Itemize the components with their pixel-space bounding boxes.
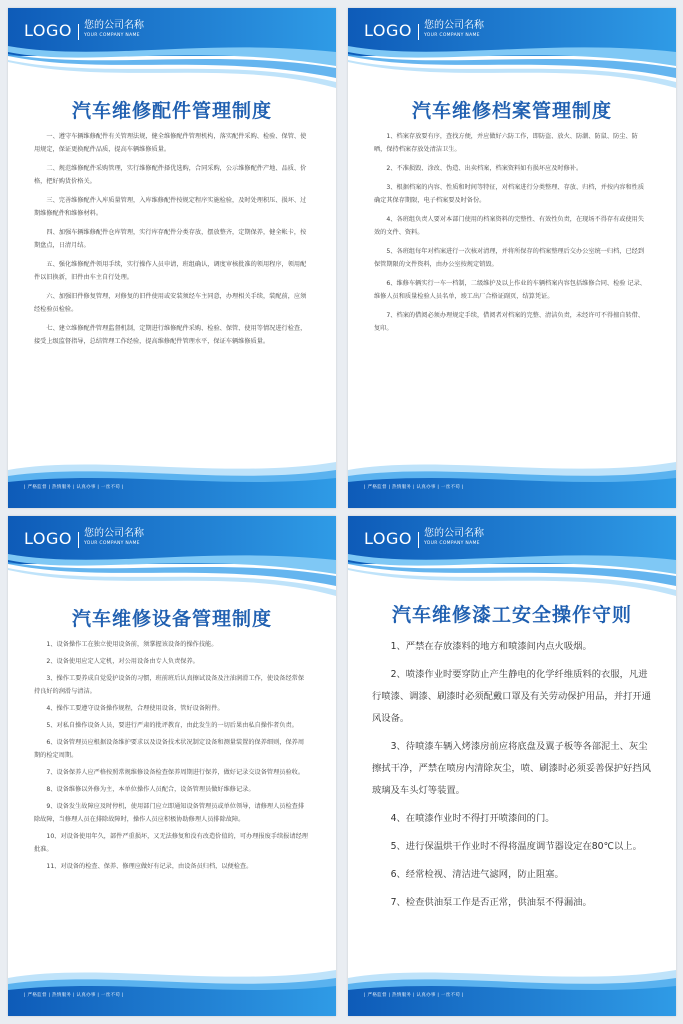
footer-slogan: | 严格监督 | 热情服务 | 认真办事 | 一丝不苟 | xyxy=(24,993,124,998)
rule-paragraph: 5、各班组每年对档案进行一次核对清理，并将所保存的档案整理后交办公室统一归档，已经到保管期限的文件资料，由办公室按规定销毁。 xyxy=(374,248,645,268)
poster-title: 汽车维修配件管理制度 xyxy=(71,100,272,122)
footer-slogan: | 严格监督 | 热情服务 | 认真办事 | 一丝不苟 | xyxy=(364,485,464,490)
logo-divider xyxy=(418,24,419,40)
rule-paragraph: 2、喷漆作业时要穿防止产生静电的化学纤维质料的衣服，凡进行喷漆、调漆、刷漆时必须配戴口罩及有关劳动保护用品，并打开通风设备。 xyxy=(372,669,651,724)
footer-wave xyxy=(348,964,676,1016)
poster-3 xyxy=(8,516,336,1016)
poster-title: 汽车维修档案管理制度 xyxy=(411,100,612,122)
company-name-en: YOUR COMPANY NAME xyxy=(84,541,140,546)
company-name: 您的公司名称 xyxy=(424,528,484,539)
rule-paragraph: 5、对私自操作设备人员，要进行严肃的批评教育，由此发生的一切后果由私自操作者负责。 xyxy=(46,722,298,729)
rule-paragraph: 6、设备管理员应根据设备维护要求以及设备技术状况制定设备和测量装置的保养细则，保养周期的检定周期。 xyxy=(34,739,305,759)
footer-wave xyxy=(348,456,676,508)
rule-paragraph: 2、不准损毁、涂改、伪造、出卖档案，档案资料如有损坏应及时修补。 xyxy=(386,165,583,172)
rule-paragraph: 7、设备保养人应严格按照常规维修设备检查保养周期进行保养，做好记录交设备管理员验收。 xyxy=(46,769,305,776)
rule-paragraph: 10、对设备使用年久，部件严重损坏，又无法修复和没有改造价值的，可办理报废手续报请经理批准。 xyxy=(34,833,308,853)
poster-title: 汽车维修设备管理制度 xyxy=(71,608,272,630)
rule-paragraph: 三、完善维修配件入库质量管理，入库维修配件按规定程序实施检验，及时处理积压、损坏、过期维修配件和维修材料。 xyxy=(34,197,307,217)
rule-paragraph: 七、建立维修配件管理监督机制，定期进行维修配件采购、检验、保管、使用等情况进行检查，接受上级监督指导，总结管理工作经验，提高维修配件管理水平，保证车辆维修质量。 xyxy=(34,325,307,345)
poster-body xyxy=(34,130,310,354)
poster-title: 汽车维修漆工安全操作守则 xyxy=(391,604,632,626)
rule-paragraph: 1、设备操作工在独立使用设备前，须掌握该设备的操作技能。 xyxy=(46,641,218,648)
rule-paragraph: 6、维修车辆实行一车一档制，二级维护及以上作业的车辆档案内容包括维修合同、检验 记录、维修人员和质量检验人员名单，竣工出厂合格证副页，结算凭证。 xyxy=(374,280,646,300)
company-name-en: YOUR COMPANY NAME xyxy=(424,541,480,546)
rule-paragraph: 一、遵守车辆维修配件有关管理法规，健全维修配件管理机构，落实配件采购、检验、保管、使用规定，保证更换配件品质，提高车辆维修质量。 xyxy=(34,133,307,153)
footer-wave xyxy=(8,456,336,508)
rule-paragraph: 4、各班组负责人要对本部门使用的档案资料的完整性、有效性负责，在现场不得存有或使用失效的文件、资料。 xyxy=(374,216,645,236)
logo-divider xyxy=(78,532,79,548)
footer-slogan: | 严格监督 | 热情服务 | 认真办事 | 一丝不苟 | xyxy=(24,485,124,490)
rule-paragraph: 五、强化维修配件领用手续，实行操作人员申请，班组确认，调度审核批准的领用程序，领用配件以旧换新，旧件由车主自行处理。 xyxy=(34,261,307,281)
rule-paragraph: 二、规范维修配件采购管理，实行维修配件择优选购，合同采购，公示维修配件产地、品质、价格，把好购货价格关。 xyxy=(34,165,307,185)
rule-paragraph: 六、加强旧件修复管理，对修复的旧件使用或安装须经车主同意，办理相关手续，装配前，应须经检验员检验。 xyxy=(34,293,307,313)
rule-paragraph: 6、经常检视、清洁进气滤网，防止阻塞。 xyxy=(390,869,564,880)
rule-paragraph: 11、对设备的检查、保养、修理应做好有记录，由设备员归档，以便检查。 xyxy=(46,863,253,870)
company-name: 您的公司名称 xyxy=(424,20,484,31)
poster-1 xyxy=(8,8,336,508)
rule-paragraph: 5、进行保温烘干作业时不得将温度调节器设定在80℃以上。 xyxy=(390,841,642,852)
poster-4 xyxy=(348,516,676,1016)
rule-paragraph: 9、设备发生故障应及时停机，使用部门应立即通知设备管理员或单位领导，请修理人员检查排除故障，当修理人员在排除故障时，操作人员应积极协助修理人员排除故障。 xyxy=(34,803,305,823)
rule-paragraph: 3、待喷漆车辆入烤漆房前应将底盘及翼子板等各部泥土、灰尘擦拭干净，严禁在喷房内清除灰尘，喷、刷漆时必须妥善保护好挡风玻璃及车头灯等装置。 xyxy=(372,741,651,796)
rule-paragraph: 7、检查供油泵工作是否正常，供油泵不得漏油。 xyxy=(390,897,592,908)
company-name-en: YOUR COMPANY NAME xyxy=(424,33,480,38)
logo-divider xyxy=(78,24,79,40)
poster-body xyxy=(374,130,650,341)
rule-paragraph: 4、操作工要遵守设备操作规程，合理使用设备，管好设备附件。 xyxy=(46,705,224,712)
logo-divider xyxy=(418,532,419,548)
rule-paragraph: 四、加强车辆维修配件仓库管理，实行库存配件分类存放，摆放整齐，定期保养，健全帐卡，按期盘点，日清月结。 xyxy=(34,229,307,249)
logo: LOGO xyxy=(364,529,412,548)
poster-2 xyxy=(348,8,676,508)
rule-paragraph: 4、在喷漆作业时不得打开喷漆间的门。 xyxy=(390,813,555,824)
poster-body xyxy=(34,638,310,877)
footer-slogan: | 严格监督 | 热情服务 | 认真办事 | 一丝不苟 | xyxy=(364,993,464,998)
company-name: 您的公司名称 xyxy=(84,20,144,31)
rule-paragraph: 2、设备使用应定人定机，对公用设备由专人负责保养。 xyxy=(46,658,199,665)
rule-paragraph: 1、档案存放要有序，查找方便，并应做好六防工作，即防盗、放火、防潮、防鼠、防尘、防晒，保持档案存放处清洁卫生。 xyxy=(374,133,638,153)
footer-wave xyxy=(8,964,336,1016)
rule-paragraph: 3、根据档案的内容、性质和时间等特征，对档案进行分类整理、存放、归档，并按内容和性质确定其保存期限，电子档案要及时备份。 xyxy=(374,184,645,204)
rule-paragraph: 7、档案的借阅必须办理规定手续，借阅者对档案的完整、清洁负责，未经许可不得擅自转借、复印。 xyxy=(374,312,645,332)
company-name: 您的公司名称 xyxy=(84,528,144,539)
rule-paragraph: 1、严禁在存放漆料的地方和喷漆间内点火吸烟。 xyxy=(390,641,592,652)
logo: LOGO xyxy=(24,21,72,40)
rule-paragraph: 3、操作工要养成自觉爱护设备的习惯，班前班后认真擦试设备及注油润滑工作，使设备经常保持良好的润滑与清洁。 xyxy=(34,675,305,695)
company-name-en: YOUR COMPANY NAME xyxy=(84,33,140,38)
logo: LOGO xyxy=(24,529,72,548)
rule-paragraph: 8、设备维修以外修为主，本单位操作人员配合，设备管理员做好维修记录。 xyxy=(46,786,255,793)
logo: LOGO xyxy=(364,21,412,40)
poster-body xyxy=(372,636,656,920)
